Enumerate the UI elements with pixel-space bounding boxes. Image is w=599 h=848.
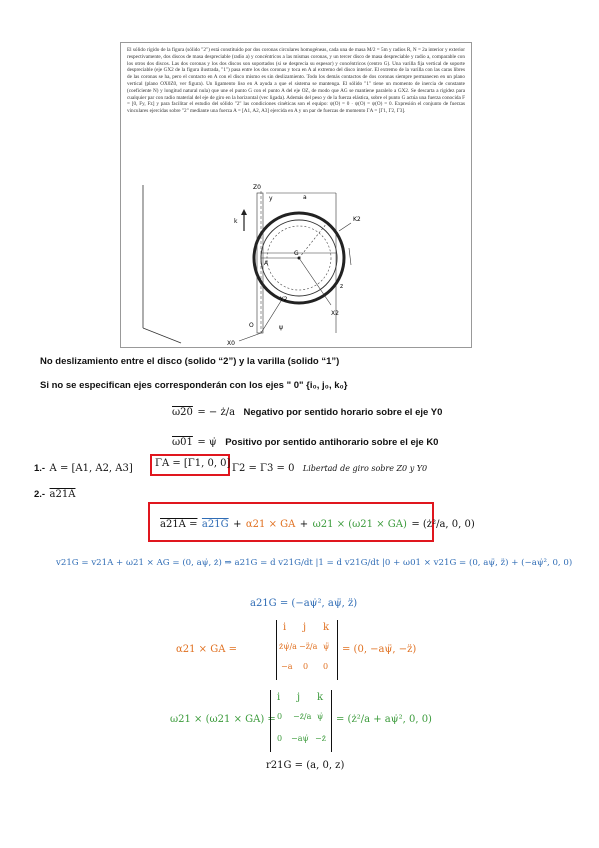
item2-label: 2.- — [34, 489, 46, 500]
omega20-description: Negativo por sentido horario sobre el eje Y0 — [243, 407, 443, 418]
gamma-a: ΓA = [Γ1, 0, 0] — [155, 458, 231, 469]
c2-r2-2: ψ̇ — [317, 712, 324, 721]
position-r21: r21G = (a, 0, z) — [266, 760, 345, 771]
eq-term-omega: ω21 × (ω21 × GA) — [312, 519, 407, 530]
item1-label: 1.- — [34, 463, 46, 474]
y2-label: Y2 — [280, 296, 288, 303]
c1-r3-1: 0 — [303, 662, 309, 671]
velocity-equation: v21G = v21A + ω21 × AG = (0, aψ̇, ż) ⇒ a21G = d v21G/dt |1 = d v21G/dt |0 + ω01 × v21G = (0, aψ̈, z̈) + (−aψ̇², 0, 0) — [56, 558, 573, 568]
x2-label: X2 — [331, 310, 339, 317]
omega-cross-omega-ga — [170, 690, 450, 754]
alpha-cross-ga — [176, 620, 436, 682]
c2-r3-2: −ż — [315, 734, 326, 743]
cross2-lhs: ω21 × (ω21 × GA) = — [170, 714, 276, 725]
force-a: A = [A1, A2, A3] — [49, 463, 133, 474]
mechanism-figure — [121, 43, 471, 347]
x0-label: X0 — [227, 340, 235, 347]
omega20-symbol: ω20 — [172, 407, 193, 418]
omega01-description: Positivo por sentido antihorario sobre el eje K0 — [225, 437, 439, 448]
acceleration-g: a21G = (−aψ̇², aψ̈, z̈) — [250, 598, 358, 609]
c2-r2-0: 0 — [277, 712, 283, 721]
c2-r1-1: j — [297, 692, 301, 703]
c1-r2-1: −z̈/a — [299, 642, 318, 651]
cross1-determinant — [276, 620, 338, 680]
a-point-label: A — [264, 260, 269, 267]
c2-r3-1: −aψ̇ — [291, 734, 309, 743]
scanned-problem-image — [120, 42, 472, 348]
item2-symbol: a21A — [49, 489, 76, 500]
g-label: G — [294, 250, 299, 257]
eq-result: = (ż²/a, 0, 0) — [411, 519, 475, 530]
c1-r3-2: 0 — [323, 662, 329, 671]
c1-r1-0: i — [283, 622, 287, 633]
a-label: a — [303, 194, 307, 201]
c1-r2-2: ψ̈ — [323, 642, 330, 651]
item1-row — [34, 458, 133, 476]
omega01-row — [172, 432, 438, 450]
eq-lhs: a21A = — [160, 519, 198, 530]
y-axis-label: y — [269, 195, 273, 202]
omega01-symbol: ω01 — [172, 437, 193, 448]
note-axes: Si no se especifican ejes corresponderán con los ejes " 0" {i₀, j₀, k₀} — [40, 380, 348, 391]
c1-r1-1: j — [303, 622, 307, 633]
omega20-row — [172, 402, 442, 420]
note-no-slip: No deslizamiento entre el disco (solido “2”) y la varilla (solido “1”) — [40, 356, 340, 367]
cross1-lhs: α21 × GA = — [176, 644, 237, 655]
cross1-rhs: = (0, −aψ̈, −z̈) — [342, 644, 417, 655]
eq-term-alpha: α21 × GA — [245, 519, 296, 530]
libertad-text: Libertad de giro sobre Z0 y Y0 — [302, 464, 428, 473]
omega01-value: = ψ̇ — [197, 437, 217, 448]
cross2-determinant — [270, 690, 332, 752]
psi-label: ψ — [279, 324, 283, 331]
c1-r2-0: żψ̇/a — [279, 642, 297, 651]
item1-rest — [232, 458, 427, 476]
c2-r3-0: 0 — [277, 734, 283, 743]
z-label: z — [340, 283, 344, 290]
c2-r1-2: k — [317, 692, 324, 703]
o-label: O — [249, 322, 254, 329]
eq-plus-1: + — [233, 519, 242, 530]
c2-r1-0: i — [277, 692, 281, 703]
eq-term-aG: a21G — [201, 519, 229, 530]
z0-axis-label: Z0 — [253, 184, 261, 191]
item2-row — [34, 484, 75, 502]
k-label: k — [234, 218, 238, 225]
problem-statement: El sólido rígido de la figura (sólido "2") está constituido por dos coronas circulares homogéneas, cada una de masa M/2 = 5m y radios R, N = 2a interior y exterior respectivamente, dos discos de masa despreciable (radio a) y concéntricos a las mismas coronas, y un tercer disco de masa despreciable y radio a, comparable con los otros dos discos. Las dos coronas y los dos discos son soportados (si se desprecia su espesor) y concéntricos (centro G). Una varilla fija vertical de soporte despreciable (eje GX2 de la figura ilustrada, "1") pasa entre los dos coronas y toca en A al extremo del disco interior. El extremo de la varilla con las caras libres de las coronas se ha, pero el contacto en A con el disco mismo es sin deslizamiento. Todo los demás contactos de dos coronas siempre permanecen en un plano vertical (plano OX0Z0, ver figura). Un ligamento liso en A ayuda a que el sistema se mantenga. El sólido "1" tiene un momento de inercia de constante (coeficiente N) y longitud natural nula) que une el punto G con el punto A del eje OZ, de modo que AG se mantiene paralelo a GX2. Se descarta a rigidez para cualquier par con radio material del eje de giro en la horizontal (vec ligada). Además del peso y de la fuerza elástica, sobre el punto G actúa una fuerza conocida F = [0, Fy, Fz] y para facilitar el estudio del sólido "2" las condiciones cinéticas son el equipo: ψ(O) = 0 · ψ(O) = ψ(O) = 0. Expresión el conjunto de fuerzas vinculares ejercidas sobre "2" mediante una fuerza A = [A1, A2, A3] ejercida en A y un par de fuerzas de momento ΓA = [Γ1, Γ2, Γ3]. — [127, 47, 465, 115]
k2-label: K2 — [353, 216, 361, 223]
eq-plus-2: + — [299, 519, 309, 530]
acceleration-equation — [160, 514, 475, 532]
c2-r2-1: −ż/a — [293, 712, 312, 721]
omega20-value: = − ż/a — [197, 407, 236, 418]
gamma-rest: Γ2 = Γ3 = 0 — [232, 463, 295, 474]
c1-r3-0: −a — [281, 662, 293, 671]
c1-r1-2: k — [323, 622, 330, 633]
cross2-rhs: = (ż²/a + aψ̇², 0, 0) — [336, 714, 432, 725]
